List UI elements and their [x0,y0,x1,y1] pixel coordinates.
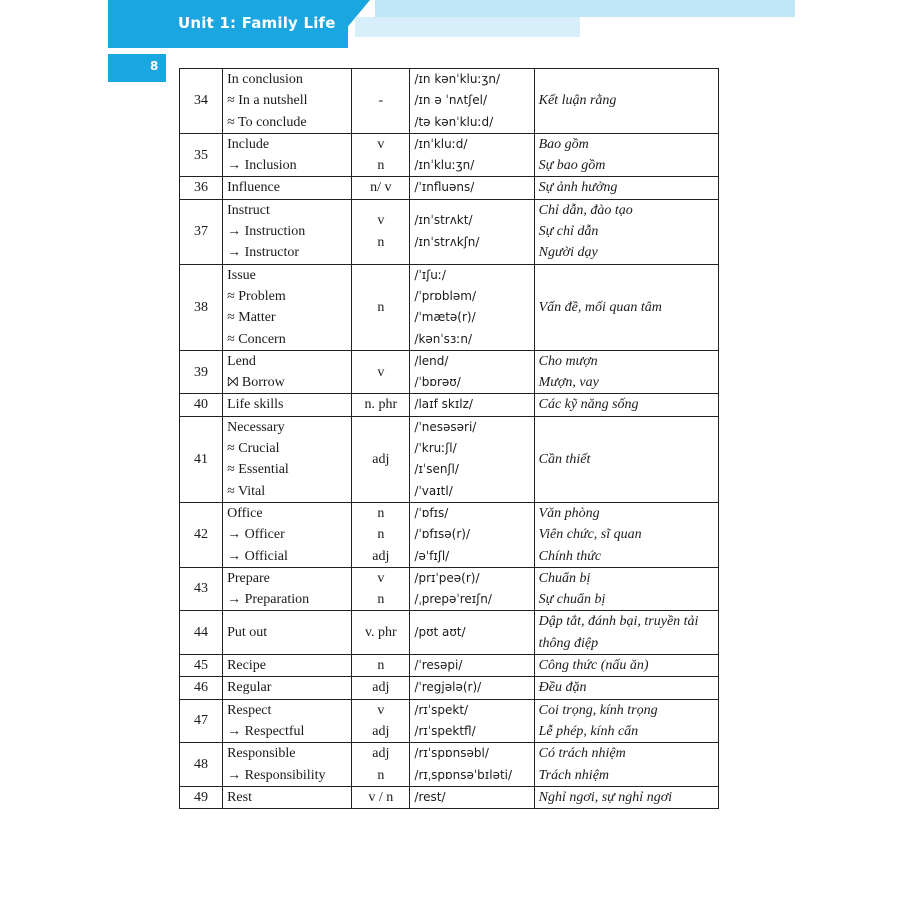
entry-meaning [534,677,718,699]
entry-part-of-speech [352,567,410,611]
table-row [180,394,719,416]
entry-pronunciation [410,177,534,199]
table-row [180,264,719,350]
entry-number: 44 [180,611,223,655]
entry-part-of-speech [352,502,410,567]
entry-pronunciation-line: /ˈɒfɪsə(r)/ [414,527,471,542]
entry-meaning-line: Công thức (nấu ăn) [538,658,649,674]
entry-pronunciation-line: /ˈregjələ(r)/ [414,680,482,695]
entry-pronunciation-line: /ˈɪʃuː/ [414,267,446,282]
entry-pronunciation [410,264,534,350]
entry-pronunciation-line: /pʊt aʊt/ [414,625,466,640]
entry-pronunciation-line: /prɪˈpeə(r)/ [414,570,480,585]
entry-pronunciation-line: /ɪnˈstrʌkʃn/ [414,234,480,249]
entry-word [223,416,352,502]
entry-meaning-line: Các kỹ năng sống [538,397,639,413]
entry-meaning [534,699,718,743]
entry-word-line: Prepare [227,570,270,586]
entry-part-of-speech [352,699,410,743]
entry-number: 45 [180,655,223,677]
entry-meaning-line: Có trách nhiệm [538,746,626,762]
entry-word [223,655,352,677]
page-number: 8 [150,59,159,73]
entry-number: 49 [180,786,223,808]
entry-word-line: ≈ Matter [227,310,276,326]
entry-word-line: Include [227,136,270,152]
entry-pronunciation-line: /ˈresəpi/ [414,658,463,673]
entry-part-of-speech-line: n [377,234,385,250]
entry-pronunciation [410,394,534,416]
entry-meaning [534,567,718,611]
entry-meaning-line: Chuẩn bị [538,570,591,586]
entry-word [223,199,352,264]
entry-pronunciation-line: /ˈɪnfluəns/ [414,180,475,195]
entry-part-of-speech [352,655,410,677]
entry-part-of-speech-line: n/ v [370,180,392,196]
entry-pronunciation-line: /lend/ [414,353,449,368]
entry-number: 43 [180,567,223,611]
entry-meaning [534,502,718,567]
entry-word-line: Rest [227,789,252,805]
entry-word-line: → Responsibility [227,767,326,783]
entry-part-of-speech-line: v / n [368,789,394,805]
entry-meaning-line: Văn phòng [538,505,600,521]
entry-part-of-speech [352,133,410,177]
entry-pronunciation [410,350,534,394]
table-row [180,567,719,611]
entry-word-line: → Officer [227,527,285,543]
entry-pronunciation [410,69,534,134]
entry-part-of-speech-line: adj [372,723,390,739]
entry-word-line: Recipe [227,658,266,674]
unit-title: Unit 1: Family Life [178,14,336,32]
entry-word-line: Issue [227,267,256,283]
entry-meaning-line: Chính thức [538,548,602,564]
entry-part-of-speech [352,416,410,502]
entry-meaning-line: Trách nhiệm [538,767,610,783]
entry-part-of-speech [352,199,410,264]
entry-meaning [534,743,718,787]
entry-word-line: ≈ Problem [227,288,286,304]
entry-pronunciation-line: /ˌprepəˈreɪʃn/ [414,592,492,607]
entry-meaning-line: Cho mượn [538,353,598,369]
table-row [180,199,719,264]
entry-meaning-line: Nghỉ ngơi, sự nghỉ ngơi [538,789,673,805]
entry-meaning-line: Đều đặn [538,680,587,696]
entry-meaning-line: Kết luận rằng [538,93,617,109]
entry-meaning [534,350,718,394]
entry-pronunciation-line: /rɪˈspekt/ [414,702,469,717]
entry-meaning-line: Sự chuẩn bị [538,592,606,608]
entry-meaning [534,177,718,199]
entry-word [223,177,352,199]
entry-word [223,502,352,567]
entry-part-of-speech [352,69,410,134]
entry-word-line: ≈ Essential [227,462,289,478]
header-decor-band-lower [355,17,580,37]
entry-word [223,264,352,350]
entry-meaning [534,199,718,264]
entry-part-of-speech-line: v [377,570,385,586]
entry-meaning-line: Chỉ dẫn, đào tạo [538,202,633,218]
entry-word [223,394,352,416]
entry-number: 40 [180,394,223,416]
entry-part-of-speech [352,743,410,787]
entry-word-line: ⨝ Borrow [227,375,285,391]
entry-word-line: Put out [227,625,268,641]
entry-meaning [534,416,718,502]
entry-number: 42 [180,502,223,567]
entry-part-of-speech-line: n [377,158,385,174]
entry-meaning-line: Người dạy [538,245,598,261]
table-row [180,611,719,655]
entry-pronunciation-line: /rɪˈspɒnsəbl/ [414,746,489,761]
table-row [180,69,719,134]
entry-word-line: Instruct [227,202,270,218]
entry-pronunciation-line: /ɪˈsenʃl/ [414,462,459,477]
table-row [180,416,719,502]
entry-word [223,786,352,808]
entry-meaning [534,264,718,350]
entry-part-of-speech-line: n [377,299,385,315]
entry-pronunciation [410,611,534,655]
entry-part-of-speech-line: v [377,136,385,152]
entry-word [223,567,352,611]
entry-part-of-speech-line: v [377,364,385,380]
entry-pronunciation-line: /ˈɒfɪs/ [414,505,449,520]
entry-pronunciation-line: /ɪn kənˈkluːʒn/ [414,72,501,86]
entry-word-line: Lend [227,353,256,369]
entry-pronunciation [410,655,534,677]
entry-part-of-speech-line: n [377,658,385,674]
entry-meaning-line: Coi trọng, kính trọng [538,702,658,718]
entry-meaning-line: Cần thiết [538,451,591,467]
entry-pronunciation-line: /ɪnˈkluːd/ [414,136,468,151]
entry-word-line: ≈ Vital [227,483,266,499]
entry-pronunciation-line: /ˈbɒrəʊ/ [414,375,461,390]
entry-meaning [534,611,718,655]
entry-word [223,133,352,177]
entry-word-line: Respect [227,702,272,718]
entry-pronunciation-line: /ɪn ə ˈnʌtʃel/ [414,93,488,108]
table-row [180,502,719,567]
entry-part-of-speech-line: adj [372,680,390,696]
entry-number: 48 [180,743,223,787]
entry-pronunciation-line: /rɪˈspektfl/ [414,723,476,738]
table-row [180,133,719,177]
entry-pronunciation-line: /ˈprɒbləm/ [414,288,476,303]
entry-pronunciation-line: /rɪˌspɒnsəˈbɪləti/ [414,767,513,782]
entry-pronunciation-line: /ɪnˈkluːʒn/ [414,158,475,173]
entry-part-of-speech [352,677,410,699]
entry-meaning [534,394,718,416]
entry-word [223,611,352,655]
entry-word-line: → Instruction [227,224,306,240]
entry-number: 41 [180,416,223,502]
vocabulary-table [179,68,719,809]
header-decor-band [375,0,795,17]
table-row [180,786,719,808]
entry-pronunciation-line: /tə kənˈkluːd/ [414,114,494,129]
table-row [180,743,719,787]
entry-pronunciation [410,199,534,264]
entry-meaning-line: Viên chức, sĩ quan [538,527,642,543]
entry-word-line: Life skills [227,397,284,413]
entry-word-line: In conclusion [227,72,303,87]
entry-pronunciation-line: /ɪnˈstrʌkt/ [414,213,473,228]
entry-word-line: ≈ Crucial [227,441,280,457]
entry-part-of-speech-line: n. phr [364,397,398,413]
entry-meaning [534,786,718,808]
table-row [180,677,719,699]
entry-pronunciation-line: /rest/ [414,789,446,804]
entry-pronunciation [410,677,534,699]
entry-part-of-speech-line: adj [372,548,390,564]
entry-word-line: Regular [227,680,272,696]
entry-word [223,743,352,787]
entry-part-of-speech [352,611,410,655]
entry-part-of-speech [352,394,410,416]
entry-part-of-speech-line: adj [372,746,390,762]
table-row [180,350,719,394]
entry-meaning [534,655,718,677]
entry-pronunciation [410,699,534,743]
table-row [180,177,719,199]
entry-word [223,69,352,134]
entry-number: 36 [180,177,223,199]
entry-pronunciation [410,133,534,177]
entry-part-of-speech-line: v. phr [364,625,397,641]
entry-pronunciation-line: /laɪf skɪlz/ [414,397,473,412]
entry-word-line: → Inclusion [227,158,297,174]
entry-part-of-speech-line: n [377,505,385,521]
entry-pronunciation-line: /əˈfɪʃl/ [414,548,450,563]
entry-meaning-line: Lễ phép, kính cẩn [538,723,639,739]
entry-meaning-line: Sự bao gồm [538,158,606,174]
entry-pronunciation [410,786,534,808]
entry-part-of-speech-line: n [377,527,385,543]
entry-meaning [534,133,718,177]
entry-meaning-line: Sự chỉ dẫn [538,224,599,240]
entry-part-of-speech-line: v [377,213,385,229]
entry-part-of-speech [352,350,410,394]
table-row [180,655,719,677]
entry-meaning-line: Sự ảnh hưởng [538,180,618,196]
entry-meaning-line: Bao gồm [538,136,589,152]
entry-pronunciation-line: /ˈkruːʃl/ [414,441,457,456]
entry-part-of-speech [352,177,410,199]
entry-word-line: → Preparation [227,592,310,608]
entry-part-of-speech-line: adj [372,451,390,467]
entry-meaning-line: Mượn, vay [538,375,599,391]
entry-pronunciation-line: /kənˈsɜːn/ [414,331,473,346]
entry-meaning [534,69,718,134]
entry-pronunciation-line: /ˈvaɪtl/ [414,483,453,498]
entry-word-line: → Official [227,548,288,564]
entry-part-of-speech-line: n [377,767,385,783]
entry-word-line: Office [227,505,263,521]
entry-meaning-line: Dập tắt, đánh bại, truyền tải thông điệp [538,614,699,651]
entry-word [223,350,352,394]
entry-word-line: Influence [227,180,280,196]
entry-number: 34 [180,69,223,134]
entry-pronunciation [410,502,534,567]
entry-number: 37 [180,199,223,264]
entry-number: 38 [180,264,223,350]
entry-part-of-speech [352,264,410,350]
entry-word-line: ≈ In a nutshell [227,93,308,109]
table-row [180,699,719,743]
entry-pronunciation-line: /ˈnesəsəri/ [414,419,477,434]
entry-pronunciation [410,567,534,611]
entry-number: 46 [180,677,223,699]
entry-word [223,677,352,699]
entry-part-of-speech-line: - [378,93,384,109]
entry-word-line: → Respectful [227,723,305,739]
entry-word-line: ≈ Concern [227,331,286,347]
entry-word-line: → Instructor [227,245,300,261]
entry-pronunciation-line: /ˈmætə(r)/ [414,310,476,325]
entry-pronunciation [410,416,534,502]
entry-part-of-speech-line: n [377,592,385,608]
entry-part-of-speech [352,786,410,808]
entry-pronunciation [410,743,534,787]
entry-word-line: Necessary [227,419,285,435]
entry-meaning-line: Vấn đề, mối quan tâm [538,299,662,315]
entry-word [223,699,352,743]
entry-number: 35 [180,133,223,177]
entry-number: 47 [180,699,223,743]
vocabulary-table-body [180,69,719,809]
entry-part-of-speech-line: v [377,702,385,718]
entry-word-line: ≈ To conclude [227,114,307,130]
entry-word-line: Responsible [227,746,296,762]
entry-number: 39 [180,350,223,394]
